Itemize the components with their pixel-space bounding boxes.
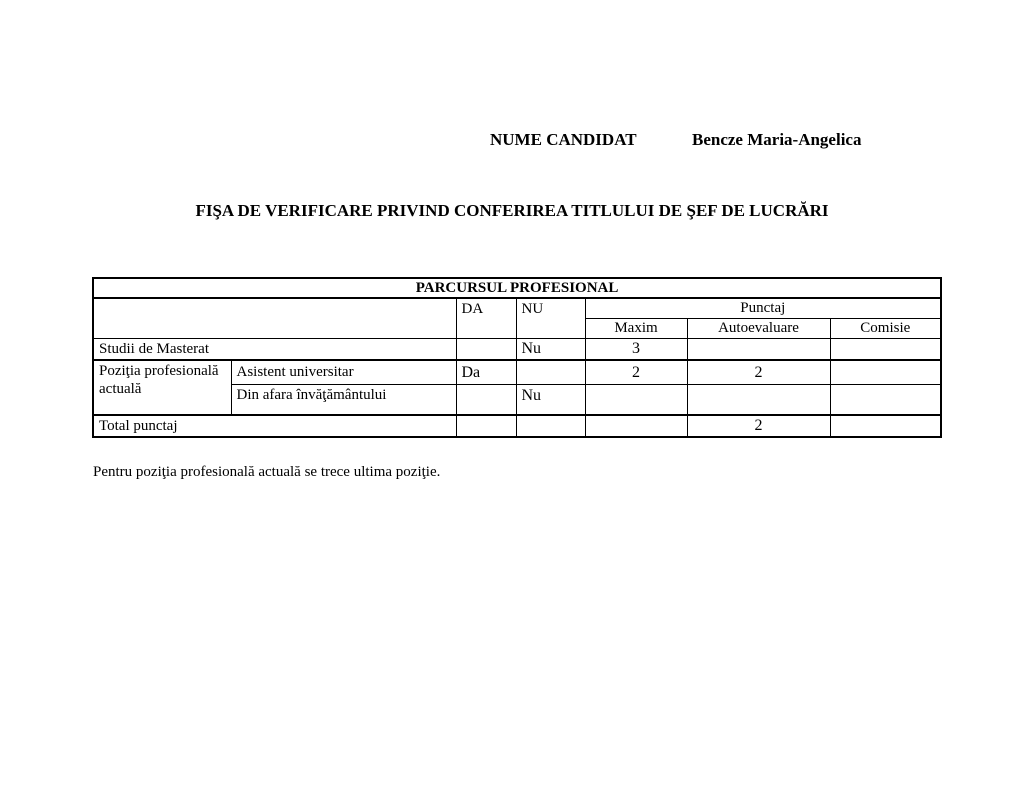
total-da-cell [456, 415, 516, 437]
total-maxim-cell [585, 415, 687, 437]
document-title: FIŞA DE VERIFICARE PRIVIND CONFERIREA TITLULUI DE ŞEF DE LUCRĂRI [195, 201, 829, 220]
row-total-punctaj [93, 415, 941, 437]
total-autoevaluare-cell: 2 [687, 415, 830, 437]
total-comisie-cell [830, 415, 941, 437]
row-asistent-universitar [93, 360, 941, 384]
table-header-row-1 [93, 298, 941, 318]
dinafara-label: Din afara învăţământului [231, 384, 456, 415]
table-title: PARCURSUL PROFESIONAL [93, 278, 941, 298]
total-nu-cell [516, 415, 585, 437]
asistent-maxim-cell: 2 [585, 360, 687, 384]
studii-comisie-cell [830, 338, 941, 360]
parcursul-profesional-table [92, 277, 942, 438]
studii-nu-cell: Nu [516, 338, 585, 360]
studii-autoevaluare-cell [687, 338, 830, 360]
dinafara-autoevaluare-cell [687, 384, 830, 415]
footnote: Pentru poziţia profesională actuală se trece ultima poziţie. [93, 464, 441, 480]
studii-label: Studii de Masterat [93, 338, 456, 360]
header-maxim: Maxim [585, 318, 687, 338]
header-comisie: Comisie [830, 318, 941, 338]
dinafara-da-cell [456, 384, 516, 415]
candidate-name-value: Bencze Maria-Angelica [692, 130, 862, 149]
total-label: Total punctaj [93, 415, 456, 437]
candidate-name-label: NUME CANDIDAT [490, 130, 637, 149]
asistent-label: Asistent universitar [231, 360, 456, 384]
asistent-autoevaluare-cell: 2 [687, 360, 830, 384]
header-autoevaluare: Autoevaluare [687, 318, 830, 338]
asistent-comisie-cell [830, 360, 941, 384]
dinafara-maxim-cell [585, 384, 687, 415]
studii-da-cell [456, 338, 516, 360]
table-title-row [93, 278, 941, 298]
asistent-da-cell: Da [456, 360, 516, 384]
header-empty-cell [93, 298, 456, 338]
pozitia-label: Poziţia profesională actuală [93, 360, 231, 415]
asistent-nu-cell [516, 360, 585, 384]
studii-maxim-cell: 3 [585, 338, 687, 360]
dinafara-comisie-cell [830, 384, 941, 415]
header-da: DA [456, 298, 516, 338]
header-nu: NU [516, 298, 585, 338]
dinafara-nu-cell: Nu [516, 384, 585, 415]
row-studii-de-masterat [93, 338, 941, 360]
header-punctaj: Punctaj [585, 298, 941, 318]
